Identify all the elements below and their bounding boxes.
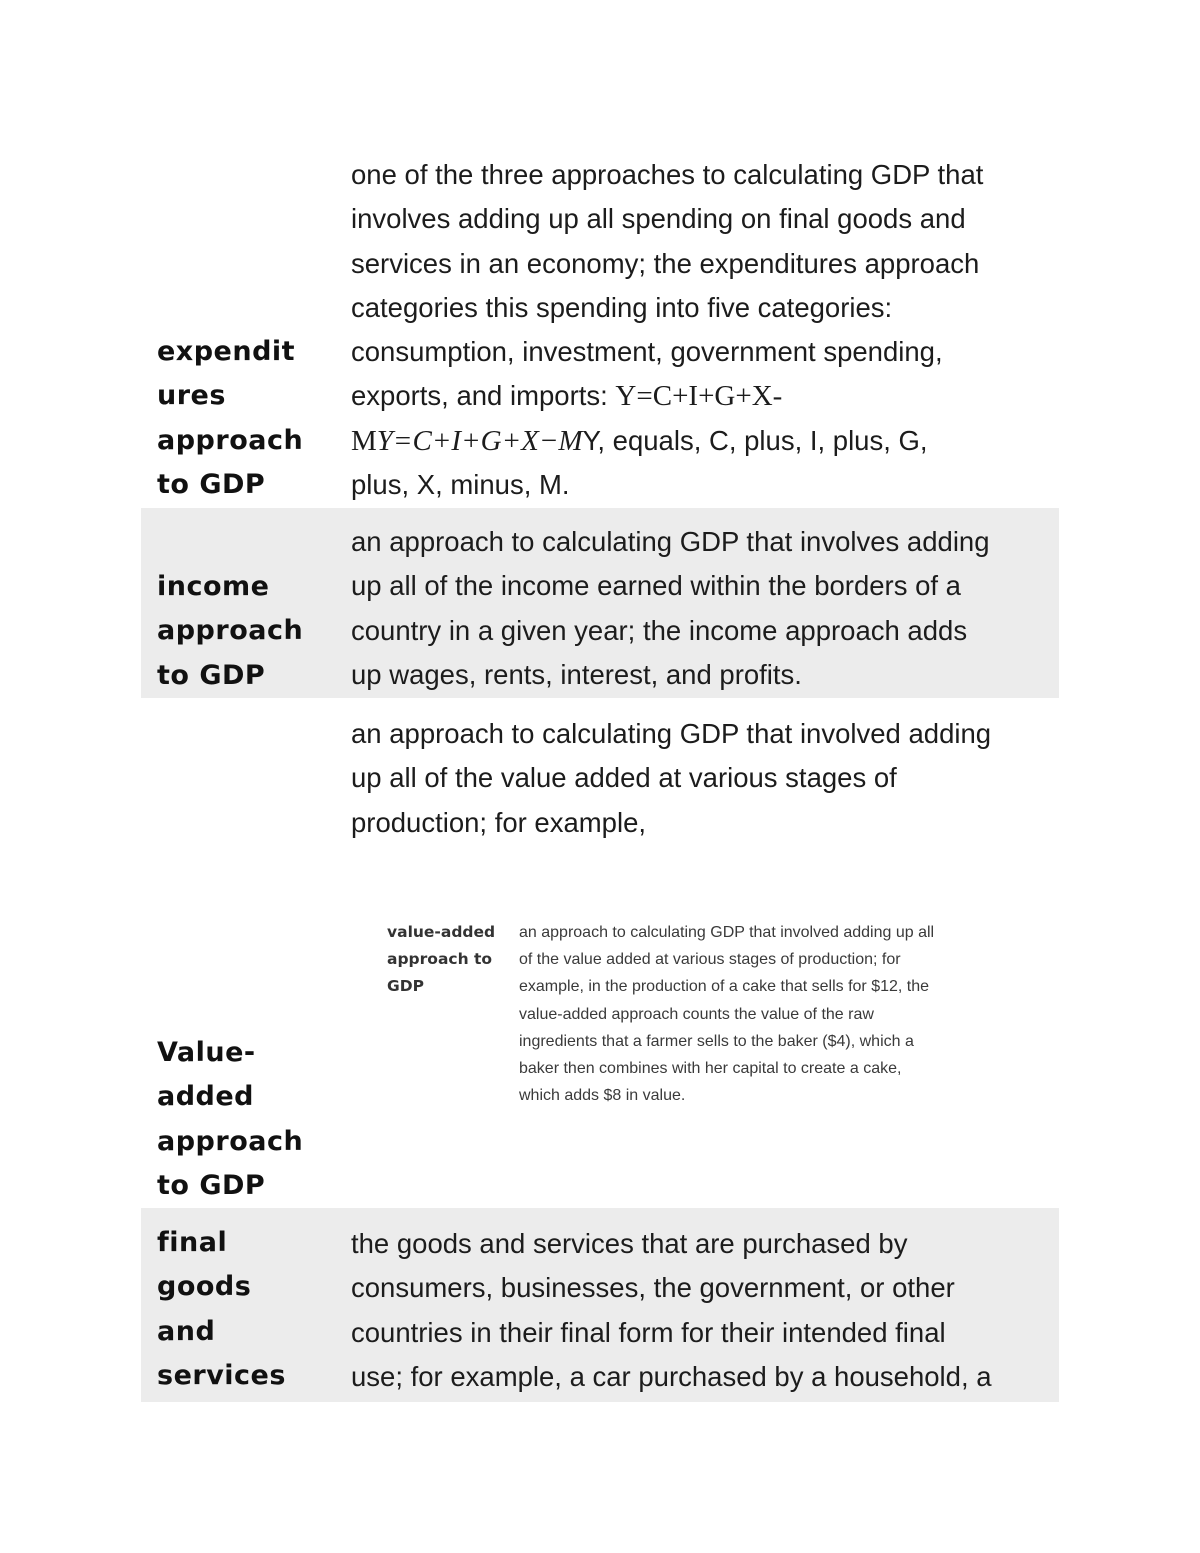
term-line: services bbox=[157, 1359, 286, 1391]
embedded-screenshot bbox=[387, 919, 987, 1109]
term-income bbox=[157, 565, 327, 698]
definition-expenditures bbox=[351, 153, 1051, 507]
definition-line: the goods and services that are purchased by bbox=[351, 1228, 908, 1259]
definition-line: services in an economy; the expenditures approach bbox=[351, 247, 980, 279]
definition-line: an approach to calculating GDP that involves adding bbox=[351, 526, 990, 557]
snippet-term-line: approach to bbox=[387, 950, 493, 968]
term-line: ures bbox=[157, 380, 226, 412]
term-line: Value- bbox=[157, 1037, 256, 1068]
definition-line: one of the three approaches to calculating GDP that bbox=[351, 159, 984, 190]
term-line: goods bbox=[157, 1271, 252, 1303]
snippet-definition-line: example, in the production of a cake that sells for $12, the bbox=[519, 978, 930, 996]
definition-line: consumption, investment, government spending, bbox=[351, 336, 943, 368]
glossary-row-expenditures bbox=[141, 153, 1059, 508]
term-expenditures bbox=[157, 330, 327, 507]
definition-income bbox=[351, 520, 1051, 697]
term-value-added bbox=[157, 1031, 327, 1208]
term-final-goods bbox=[157, 1221, 327, 1398]
glossary-row-final-goods bbox=[141, 1208, 1059, 1402]
definition-line: countries in their final form for their intended final bbox=[351, 1316, 946, 1348]
definition-line-formula bbox=[351, 374, 1051, 418]
definition-line: use; for example, a car purchased by a household, a bbox=[351, 1360, 992, 1392]
definition-line: up all of the value added at various stages of bbox=[351, 762, 897, 794]
term-line: final bbox=[157, 1227, 228, 1258]
glossary-row-value-added bbox=[141, 698, 1059, 1208]
definition-line: involves adding up all spending on final goods and bbox=[351, 203, 966, 235]
snippet-definition-line: ingredients that a farmer sells to the baker ($4), which a bbox=[519, 1032, 914, 1050]
definition-line: up wages, rents, interest, and profits. bbox=[351, 658, 802, 690]
snippet-definition-line: of the value added at various stages of production; for bbox=[519, 951, 901, 969]
definition-text: Y, equals, C, plus, I, plus, G, bbox=[582, 424, 928, 456]
term-line: and bbox=[157, 1315, 216, 1347]
definition-line: plus, X, minus, M. bbox=[351, 469, 570, 501]
formula-italic: Y=C+I+G+X−M bbox=[376, 424, 583, 457]
formula: Y=C+I+G+X- bbox=[615, 380, 783, 413]
term-line: income bbox=[157, 571, 270, 602]
formula: M bbox=[351, 424, 377, 457]
term-line: to GDP bbox=[157, 659, 266, 691]
definition-line: up all of the income earned within the borders of a bbox=[351, 570, 961, 602]
definition-final-goods bbox=[351, 1222, 1051, 1399]
term-line: expendit bbox=[157, 336, 296, 367]
term-line: approach bbox=[157, 1125, 304, 1157]
snippet-term-line: GDP bbox=[387, 977, 424, 995]
definition-line: consumers, businesses, the government, or other bbox=[351, 1272, 955, 1304]
snippet-definition-line: baker then combines with her capital to create a cake, bbox=[519, 1060, 902, 1078]
snippet-definition-line: value-added approach counts the value of the raw bbox=[519, 1005, 874, 1023]
snippet-definition-line: which adds $8 in value. bbox=[519, 1087, 686, 1105]
definition-line: categories this spending into five categories: bbox=[351, 291, 893, 323]
term-line: to GDP bbox=[157, 468, 266, 500]
snippet-term-line: value-added bbox=[387, 923, 496, 941]
definition-value-added bbox=[351, 712, 1051, 845]
snippet-term bbox=[387, 919, 497, 1000]
term-line: approach bbox=[157, 615, 304, 647]
term-line: to GDP bbox=[157, 1169, 266, 1201]
definition-line: production; for example, bbox=[351, 806, 647, 838]
definition-line: country in a given year; the income approach adds bbox=[351, 614, 968, 646]
definition-text: exports, and imports: bbox=[351, 380, 616, 412]
snippet-definition-line: an approach to calculating GDP that involved adding up all bbox=[519, 924, 935, 941]
term-line: added bbox=[157, 1081, 255, 1113]
snippet-definition bbox=[519, 919, 989, 1109]
definition-line: an approach to calculating GDP that involved adding bbox=[351, 718, 992, 749]
glossary-row-income bbox=[141, 508, 1059, 698]
definition-line-formula bbox=[351, 419, 1051, 463]
term-line: approach bbox=[157, 424, 304, 456]
